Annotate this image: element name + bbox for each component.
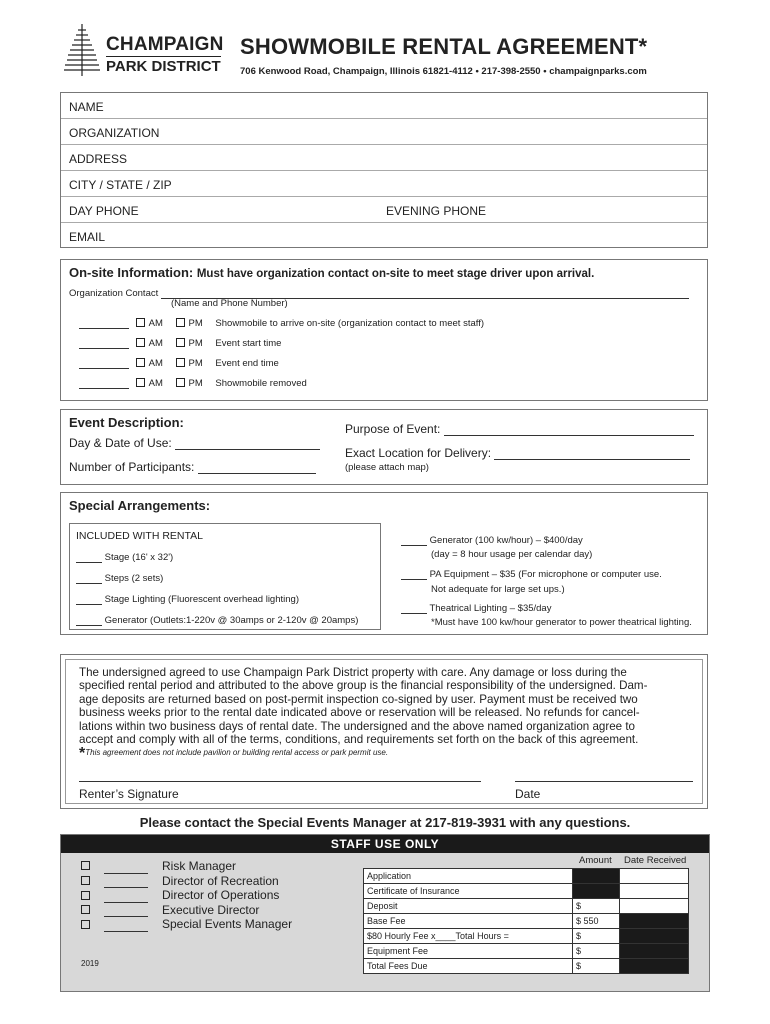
fee-date-received	[620, 944, 689, 959]
day-date-line[interactable]	[175, 449, 320, 450]
fee-label: $80 Hourly Fee x____Total Hours =	[364, 929, 573, 944]
fee-label: Equipment Fee	[364, 944, 573, 959]
included-item	[76, 552, 173, 563]
steps-blank[interactable]	[76, 583, 102, 584]
logo-text-park-district: PARK DISTRICT	[106, 58, 221, 75]
steps-label: Steps (2 sets)	[104, 573, 164, 584]
generator-blank[interactable]	[401, 545, 427, 546]
agreement-line: specified rental period and attributed to the above group is the financial responsibility of the undersigned. Dam-	[79, 679, 648, 693]
purpose-line[interactable]	[444, 435, 694, 436]
agreement-text	[79, 666, 647, 761]
staff-role-row	[81, 903, 292, 918]
name-label: NAME	[69, 100, 104, 114]
logo-text-champaign: CHAMPAIGN	[106, 34, 224, 55]
agreement-line: business weeks prior to the rental date indicated above or reservation will be released. No refunds for cancel-	[79, 706, 640, 720]
included-title: INCLUDED WITH RENTAL	[76, 530, 203, 542]
fee-row	[364, 869, 689, 884]
theatrical-label: Theatrical Lighting – $35/day	[429, 603, 552, 614]
included-with-rental-box	[69, 523, 381, 630]
theatrical-blank[interactable]	[401, 613, 427, 614]
purpose-label: Purpose of Event:	[345, 422, 441, 436]
am-label: AM	[148, 318, 163, 329]
location-hint: (please attach map)	[345, 462, 429, 473]
email-field[interactable]	[61, 223, 707, 249]
email-label: EMAIL	[69, 230, 106, 244]
name-field[interactable]	[61, 93, 707, 119]
event-end-label: Event end time	[215, 358, 279, 369]
removal-row	[79, 378, 307, 389]
purpose-field[interactable]	[345, 422, 694, 436]
generator-note: (day = 8 hour usage per calendar day)	[431, 549, 593, 560]
participants-field[interactable]	[69, 460, 316, 474]
event-start-blank[interactable]	[79, 348, 129, 349]
onsite-subheading: Must have organization contact on-site to meet stage driver upon arrival.	[196, 268, 595, 280]
arrival-time-blank[interactable]	[79, 328, 129, 329]
onsite-heading	[69, 265, 594, 280]
location-field[interactable]	[345, 446, 690, 460]
renter-contact-section	[60, 92, 708, 248]
date-line[interactable]	[515, 781, 693, 782]
risk-manager-label: Risk Manager	[162, 859, 237, 873]
pine-tree-icon	[62, 22, 102, 78]
risk-manager-checkbox[interactable]	[81, 861, 90, 870]
onsite-heading-text: On-site Information:	[69, 265, 194, 280]
fee-label: Certificate of Insurance	[364, 884, 573, 899]
agreement-line: lations within two business days of rental date. The undersigned and the above named organization agree to	[79, 719, 636, 733]
fee-label: Application	[364, 869, 573, 884]
event-end-blank[interactable]	[79, 368, 129, 369]
date-received-column-header: Date Received	[624, 855, 687, 866]
executive-director-checkbox[interactable]	[81, 905, 90, 914]
city-state-zip-label: CITY / STATE / ZIP	[69, 178, 172, 192]
pm-label: PM	[188, 378, 203, 389]
special-heading: Special Arrangements:	[69, 498, 211, 513]
staff-role-row	[81, 859, 292, 874]
agreement-line: age deposits are returned based on post-permit inspection co-signed by user. Payment must be received two	[79, 692, 638, 706]
end-am-checkbox[interactable]	[136, 358, 145, 367]
event-end-row	[79, 358, 279, 369]
staff-role-row	[81, 874, 292, 889]
generator-outlets-blank[interactable]	[76, 625, 102, 626]
generator-option	[401, 535, 583, 546]
agreement-line: accept and comply with all of the terms, conditions, and requirements set forth on the back of this agreement.	[79, 733, 639, 747]
fee-row	[364, 914, 689, 929]
fee-label: Base Fee	[364, 914, 573, 929]
fees-table	[363, 868, 689, 974]
event-heading: Event Description:	[69, 415, 184, 430]
fee-label: Total Fees Due	[364, 959, 573, 974]
agreement-footnote-row	[79, 745, 647, 763]
arrival-time-label: Showmobile to arrive on-site (organization contact to meet staff)	[215, 318, 485, 329]
organization-field[interactable]	[61, 119, 707, 145]
organization-label: ORGANIZATION	[69, 126, 160, 140]
staff-roles	[81, 859, 292, 932]
agreement-section	[60, 654, 708, 809]
address-field[interactable]	[61, 145, 707, 171]
participants-label: Number of Participants:	[69, 460, 195, 474]
fee-date-received[interactable]	[620, 899, 689, 914]
address-label: ADDRESS	[69, 152, 128, 166]
fee-date-received[interactable]	[620, 884, 689, 899]
location-line[interactable]	[494, 459, 690, 460]
pm-label: PM	[188, 338, 203, 349]
arrival-pm-checkbox[interactable]	[176, 318, 185, 327]
park-district-logo	[62, 22, 222, 78]
am-label: AM	[148, 358, 163, 369]
staff-heading: STAFF USE ONLY	[61, 835, 709, 853]
agreement-line: The undersigned agreed to use Champaign Park District property with care. Any damage or loss during the	[79, 666, 627, 679]
signature-line[interactable]	[79, 781, 481, 782]
evening-phone-label: EVENING PHONE	[386, 204, 487, 218]
director-operations-checkbox[interactable]	[81, 891, 90, 900]
end-pm-checkbox[interactable]	[176, 358, 185, 367]
included-item	[76, 615, 358, 626]
pa-blank[interactable]	[401, 579, 427, 580]
am-label: AM	[148, 378, 163, 389]
fee-date-received	[620, 959, 689, 974]
theatrical-option	[401, 603, 551, 614]
start-pm-checkbox[interactable]	[176, 338, 185, 347]
staff-use-section	[60, 834, 710, 992]
form-year: 2019	[81, 959, 99, 968]
pa-label: PA Equipment – $35 (For microphone or computer use.	[429, 569, 662, 580]
day-date-field[interactable]	[69, 436, 320, 450]
fee-amount[interactable]: $	[573, 944, 620, 959]
included-item	[76, 594, 299, 605]
pm-label: PM	[188, 358, 203, 369]
included-item	[76, 573, 163, 584]
arrival-time-row	[79, 318, 484, 329]
pa-option	[401, 569, 662, 580]
fee-amount	[573, 884, 620, 899]
fee-amount[interactable]: $	[573, 959, 620, 974]
start-am-checkbox[interactable]	[136, 338, 145, 347]
fee-amount[interactable]: $ 550	[573, 914, 620, 929]
fee-row	[364, 959, 689, 974]
fee-label: Deposit	[364, 899, 573, 914]
fee-row	[364, 899, 689, 914]
fee-row	[364, 929, 689, 944]
date-label: Date	[515, 787, 541, 801]
location-label: Exact Location for Delivery:	[345, 446, 492, 460]
fee-date-received	[620, 929, 689, 944]
fee-amount[interactable]: $	[573, 899, 620, 914]
footnote-star: *	[79, 745, 86, 763]
special-events-manager-initials[interactable]	[104, 931, 148, 932]
pm-label: PM	[188, 318, 203, 329]
day-date-label: Day & Date of Use:	[69, 436, 172, 450]
theatrical-note: *Must have 100 kw/hour generator to power theatrical lighting.	[431, 617, 692, 628]
director-recreation-label: Director of Recreation	[162, 873, 279, 888]
fee-amount	[573, 869, 620, 884]
stage-label: Stage (16' x 32')	[104, 552, 174, 563]
amount-column-header: Amount	[579, 855, 612, 866]
form-title: SHOWMOBILE RENTAL AGREEMENT*	[240, 34, 648, 59]
removal-am-checkbox[interactable]	[136, 378, 145, 387]
pa-note: Not adequate for large set ups.)	[431, 584, 565, 595]
removal-pm-checkbox[interactable]	[176, 378, 185, 387]
arrival-am-checkbox[interactable]	[136, 318, 145, 327]
org-contact-hint: (Name and Phone Number)	[171, 298, 288, 309]
special-events-manager-checkbox[interactable]	[81, 920, 90, 929]
agreement-footnote: This agreement does not include pavilion or building rental access or park permit use.	[85, 748, 389, 758]
am-label: AM	[148, 338, 163, 349]
city-state-zip-field[interactable]	[61, 171, 707, 197]
participants-line[interactable]	[198, 473, 316, 474]
staff-role-row	[81, 917, 292, 932]
district-address: 706 Kenwood Road, Champaign, Illinois 61821-4112 • 217-398-2550 • champaignparks.com	[240, 66, 647, 77]
fee-row	[364, 944, 689, 959]
stage-lighting-blank[interactable]	[76, 604, 102, 605]
org-contact-field[interactable]	[69, 288, 689, 299]
org-contact-label: Organization Contact	[69, 288, 159, 299]
staff-role-row	[81, 888, 292, 903]
event-start-row	[79, 338, 281, 349]
special-events-manager-label: Special Events Manager	[162, 917, 293, 932]
removal-blank[interactable]	[79, 388, 129, 389]
event-description-section	[60, 409, 708, 485]
special-arrangements-section	[60, 492, 708, 635]
fee-date-received	[620, 914, 689, 929]
event-start-label: Event start time	[215, 338, 282, 349]
fee-row	[364, 884, 689, 899]
executive-director-label: Executive Director	[162, 902, 260, 917]
director-operations-label: Director of Operations	[162, 888, 280, 903]
signature-label: Renter’s Signature	[79, 787, 179, 801]
generator-label: Generator (100 kw/hour) – $400/day	[429, 535, 583, 546]
phone-row	[61, 197, 707, 223]
generator-outlets-label: Generator (Outlets:1-220v @ 30amps or 2-120v @ 20amps)	[104, 615, 359, 626]
onsite-information-section	[60, 259, 708, 401]
fee-date-received[interactable]	[620, 869, 689, 884]
day-phone-label: DAY PHONE	[69, 204, 139, 218]
contact-instructions: Please contact the Special Events Manager at 217-819-3931 with any questions.	[139, 815, 631, 830]
stage-blank[interactable]	[76, 562, 102, 563]
director-recreation-checkbox[interactable]	[81, 876, 90, 885]
stage-lighting-label: Stage Lighting (Fluorescent overhead lighting)	[104, 594, 299, 605]
fee-amount[interactable]: $	[573, 929, 620, 944]
removal-label: Showmobile removed	[215, 378, 307, 389]
